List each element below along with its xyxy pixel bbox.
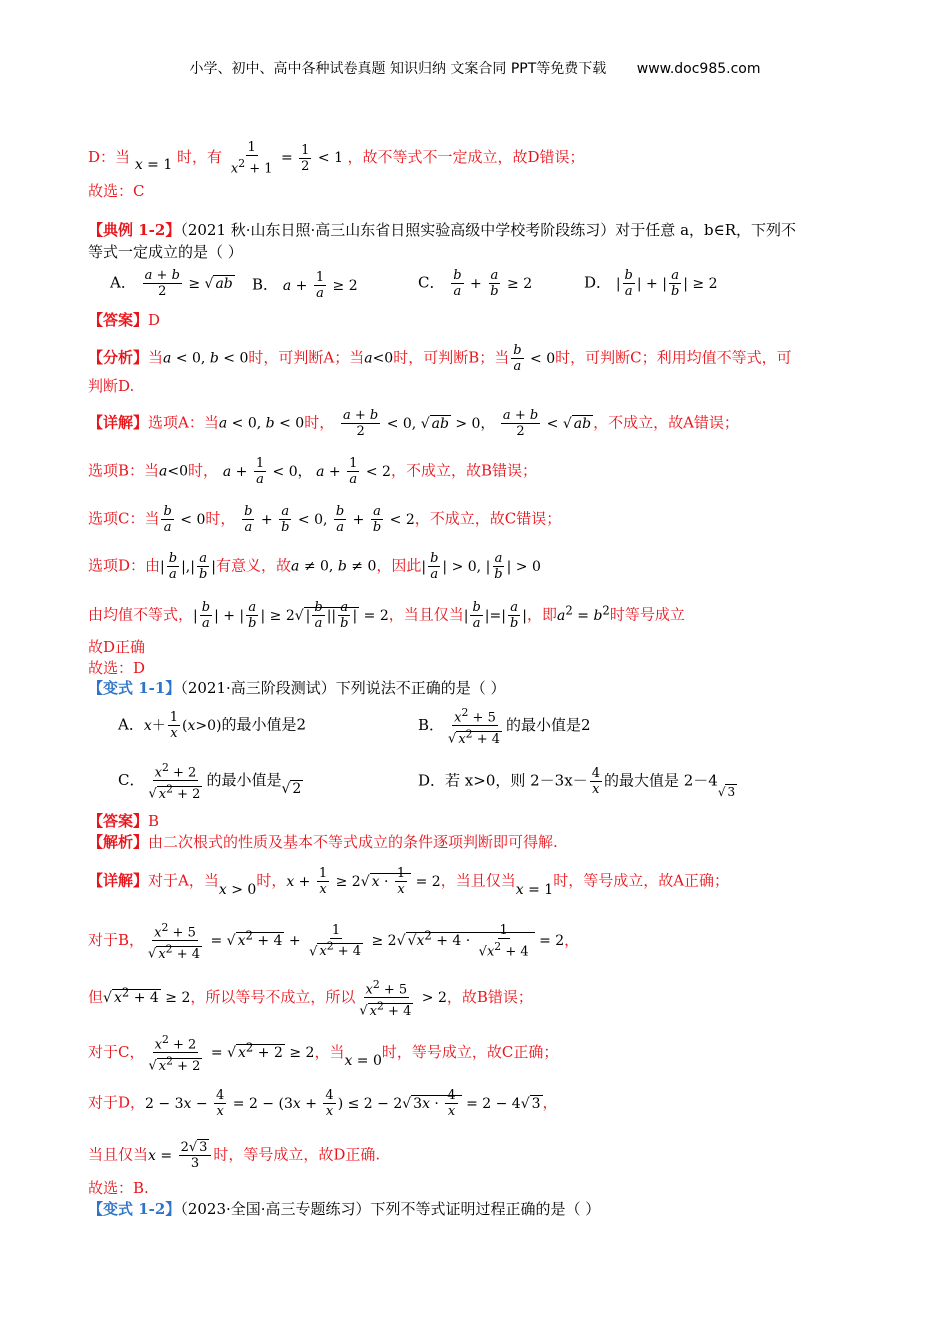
example-option-c: C． $\frac{b}{a}$ + $\frac{a}{b}$ ≥ 2	[418, 268, 533, 299]
example-detail-e: 由均值不等式，| $\frac{b}{a}$ | + | $\frac{a}{b}$ | ≥ 2√ | $\frac{b}{a}$ || $\frac{a}{b}$ | = 2，当且仅当| $\frac{b}{a}$ |=| $\frac{a}{b}$ |，即$a^2 = b^2$时等号成立	[88, 600, 685, 632]
example-detail-c: 选项C：当 $\frac{b}{a}$ < 0时， $\frac{b}{a}$ + $\frac{a}{b}$ < 0, $\frac{b}{a}$ + $\frac{a}{b}$ < 2，不成立，故C错误；	[88, 504, 562, 535]
example-1-2-stem: 【典例 1-2】（2021 秋·山东日照·高三山东省日照实验高级中学校考阶段练习）对于任意 a，b∈R，下列不	[88, 221, 797, 239]
example-analysis-2: 判断D.	[88, 377, 135, 395]
prev-choice: 故选：C	[88, 182, 145, 200]
header-text: 小学、初中、高中各种试卷真题 知识归纳 文案合同 PPT等免费下载	[189, 61, 607, 77]
variant-answer: 【答案】B	[88, 812, 160, 830]
example-conclude: 故D正确	[88, 638, 146, 656]
example-detail-b: 选项B：当a<0时， a + $\frac{1}{a}$ < 0， a + $\frac{1}{a}$ < 2，不成立，故B错误；	[88, 456, 537, 487]
example-tag: 【典例 1-2】	[88, 221, 181, 239]
variant-1-2-stem: 【变式 1-2】（2023·全国·高三专题练习）下列不等式证明过程正确的是（ ）	[88, 1200, 601, 1218]
example-detail-a: 【详解】选项A：当a < 0, b < 0时， $\frac{a + b}{2}$ < 0, √ ab > 0， $\frac{a + b}{2}$ < √ ab ，不成立，故A错误；	[88, 408, 739, 439]
header-site: www.doc985.com	[636, 61, 761, 77]
page-header	[0, 58, 950, 78]
variant-detail-c: 对于C， $\frac{x^2 + 2}{√ x^2 + 2}$ = √ $x^2 + 2 \ge 2$，当x = 0时，等号成立，故C正确；	[88, 1033, 559, 1074]
variant-option-d: D．若 x>0，则 2－3x－ $\frac{4}{x}$ 的最大值是 $2-4_{√ 3}$	[418, 766, 736, 799]
variant-1-2-tag: 【变式 1-2】	[88, 1200, 181, 1218]
variant-tag: 【变式 1-1】	[88, 679, 181, 697]
example-detail-d: 选项D：由| $\frac{b}{a}$ |,| $\frac{a}{b}$ |有意义，故a ≠ 0, b ≠ 0，因此| $\frac{b}{a}$ | > 0, | $\frac{a}{b}$ | > 0	[88, 551, 541, 582]
example-1-2-stem-2: 等式一定成立的是（ ）	[88, 243, 243, 261]
example-option-b: B． a + $\frac{1}{a}$ ≥ 2	[252, 270, 358, 301]
example-option-a: A． $\frac{a + b}{2}$ ≥ √ ab	[110, 268, 233, 299]
variant-detail-b-2: 但√ $x^2 + 4 \ge 2$，所以等号不成立，所以 $\frac{x^2 + 5}{√ x^2 + 4}$ > 2，故B错误；	[88, 978, 533, 1019]
prev-option-d-line: D：当 x = 1 时，有 $\frac{1}{x^2 + 1}$ = $\frac{1}{2}$ < 1 ，故不等式不一定成立，故D错误；	[88, 140, 585, 177]
example-analysis: 【分析】当a < 0, b < 0时，可判断A；当a<0时，可判断B；当 $\frac{b}{a}$ < 0时，可判断C；利用均值不等式，可	[88, 343, 792, 374]
example-choice: 故选：D	[88, 659, 146, 677]
variant-option-a: A．x＋ $\frac{1}{x}$ (x>0)的最小值是2	[118, 710, 307, 741]
variant-detail-b: 对于B， $\frac{x^2 + 5}{√ x^2 + 4}$ = √ $x^2 + 4$ + $\frac{1}{√ x^2 + 4}$ ≥ 2√ $√x^2 + 4$ · $\frac{1}{√x^2 + 4}$ = 2，	[88, 921, 580, 962]
variant-option-c: C． $\frac{x^2 + 2}{√ x^2 + 2}$ 的最小值是√ 2	[118, 761, 302, 802]
variant-detail-d-2: 当且仅当x = $\frac{2√ 3}{3}$ 时，等号成立，故D正确.	[88, 1140, 381, 1171]
variant-1-1-stem: 【变式 1-1】（2021·高三阶段测试）下列说法不正确的是（ ）	[88, 679, 506, 697]
variant-detail-a: 【详解】对于A，当x > 0时，x + $\frac{1}{x}$ ≥ 2√ x · $\frac{1}{x}$ = 2，当且仅当x = 1时，等号成立，故A正确；	[88, 866, 730, 898]
variant-detail-d: 对于D，2 − 3x − $\frac{4}{x}$ = 2 − (3x + $\frac{4}{x}$ ) ≤ 2 − 2√ 3x · $\frac{4}{x}$ = 2 − 4√ 3 ，	[88, 1088, 558, 1119]
variant-choice: 故选：B.	[88, 1179, 149, 1197]
example-answer: 【答案】D	[88, 311, 161, 329]
example-option-d: D． | $\frac{b}{a}$ | + | $\frac{a}{b}$ | ≥ 2	[584, 268, 718, 299]
variant-explain: 【解析】由二次根式的性质及基本不等式成立的条件逐项判断即可得解.	[88, 833, 558, 851]
variant-option-b: B． $\frac{x^2 + 5}{√ x^2 + 4}$ 的最小值是2	[418, 706, 591, 747]
